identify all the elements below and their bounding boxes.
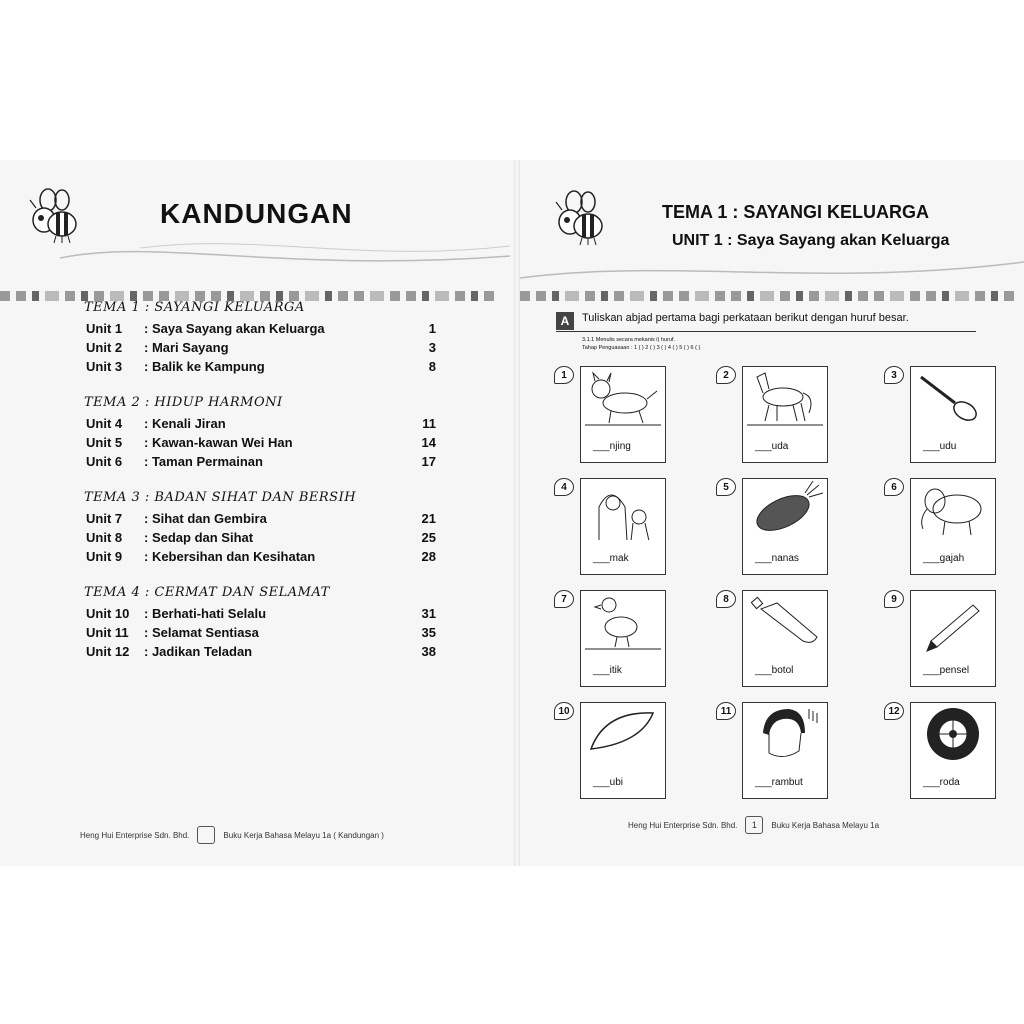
page-number: 21 (421, 511, 436, 526)
left-page (0, 160, 514, 866)
tema-block (86, 300, 436, 376)
word-blank: ___botol (755, 665, 794, 676)
duck-icon (581, 591, 665, 653)
right-footer (628, 816, 879, 834)
unit-number: Unit 7 (86, 511, 123, 526)
answer-box[interactable] (910, 764, 996, 799)
toc-row (86, 319, 436, 338)
tema-heading: TEMA 3 : BADAN SIHAT DAN BERSIH (84, 490, 357, 505)
footer-publisher: Heng Hui Enterprise Sdn. Bhd. (80, 830, 190, 840)
unit-title: : Mari Sayang (144, 340, 229, 355)
exercise-item (891, 590, 1020, 690)
book-spread (0, 160, 1024, 866)
mother-icon (581, 479, 665, 541)
answer-box[interactable] (742, 428, 828, 463)
unit-title: : Jadikan Teladan (144, 644, 253, 659)
word-blank: ___ubi (593, 777, 624, 788)
item-number: 9 (884, 590, 904, 608)
word-blank: ___nanas (755, 553, 799, 564)
word-blank: ___uda (755, 441, 789, 452)
tema-block (86, 585, 436, 661)
item-number: 12 (884, 702, 904, 720)
page-number: 35 (421, 625, 436, 640)
tema-title: TEMA 1 : SAYANGI KELUARGA (662, 202, 930, 222)
exercise-item (561, 590, 690, 690)
footer-book: Buku Kerja Bahasa Melayu 1a (771, 820, 880, 830)
exercise-item (891, 478, 1020, 578)
page-number: 8 (428, 359, 436, 374)
footer-publisher: Heng Hui Enterprise Sdn. Bhd. (628, 820, 738, 830)
tema-block (86, 490, 436, 566)
hair-icon (743, 703, 827, 765)
unit-title: : Berhati-hati Selalu (144, 606, 267, 621)
item-picture (910, 366, 996, 430)
footer-book: Buku Kerja Bahasa Melayu 1a ( Kandungan ) (223, 830, 384, 840)
answer-box[interactable] (580, 540, 666, 575)
unit-title: : Taman Permainan (144, 454, 263, 469)
decorative-strip (520, 288, 1024, 302)
item-picture (910, 590, 996, 654)
bee-icon (26, 188, 82, 244)
page-number: 3 (428, 340, 436, 355)
answer-box[interactable] (580, 652, 666, 687)
answer-box[interactable] (910, 428, 996, 463)
unit-title: : Sedap dan Sihat (144, 530, 254, 545)
item-number: 2 (716, 366, 736, 384)
toc-row (86, 509, 436, 528)
decorative-wave (60, 238, 510, 278)
tema-heading: TEMA 1 : SAYANGI KELUARGA (84, 300, 305, 315)
answer-box[interactable] (742, 652, 828, 687)
toc-row (86, 357, 436, 376)
right-page (520, 160, 1024, 866)
divider (556, 331, 976, 332)
item-picture (910, 702, 996, 766)
word-blank: ___gajah (923, 553, 965, 564)
item-picture (580, 366, 666, 430)
pineapple-icon (743, 479, 827, 541)
answer-box[interactable] (580, 764, 666, 799)
page-title: KANDUNGAN (160, 198, 353, 229)
page-number: 14 (421, 435, 436, 450)
tema-heading: TEMA 4 : CERMAT DAN SELAMAT (84, 585, 330, 600)
tema-block (86, 395, 436, 471)
item-number: 10 (554, 702, 574, 720)
page-badge-icon (197, 826, 215, 844)
word-blank: ___roda (923, 777, 960, 788)
toc-row (86, 414, 436, 433)
item-picture (742, 366, 828, 430)
unit-number: Unit 9 (86, 549, 123, 564)
unit-number: Unit 10 (86, 606, 130, 621)
item-number: 4 (554, 478, 574, 496)
item-picture (580, 702, 666, 766)
item-number: 8 (716, 590, 736, 608)
exercise-item (561, 478, 690, 578)
item-number: 5 (716, 478, 736, 496)
toc-row (86, 547, 436, 566)
item-number: 7 (554, 590, 574, 608)
exercise-item (723, 478, 852, 578)
horse-icon (743, 367, 827, 429)
page-number: 31 (421, 606, 436, 621)
section-letter: A (556, 312, 574, 330)
page-number: 17 (421, 454, 436, 469)
item-number: 11 (716, 702, 736, 720)
toc-row (86, 338, 436, 357)
toc-row (86, 433, 436, 452)
item-number: 3 (884, 366, 904, 384)
answer-box[interactable] (910, 652, 996, 687)
page-number: 11 (422, 416, 436, 431)
word-blank: ___mak (593, 553, 629, 564)
word-blank: ___pensel (923, 665, 970, 676)
unit-title: : Kenali Jiran (144, 416, 226, 431)
unit-number: Unit 2 (86, 340, 123, 355)
answer-box[interactable] (910, 540, 996, 575)
toc-row (86, 623, 436, 642)
page-number: 25 (421, 530, 436, 545)
item-picture (580, 478, 666, 542)
unit-number: Unit 11 (86, 625, 129, 640)
item-number: 6 (884, 478, 904, 496)
exercise-item (888, 702, 1020, 802)
item-picture (742, 702, 828, 766)
unit-title: : Balik ke Kampung (144, 359, 265, 374)
word-blank: ___itik (593, 665, 622, 676)
unit-number: Unit 3 (86, 359, 123, 374)
answer-box[interactable] (580, 428, 666, 463)
dog-icon (581, 367, 665, 429)
sweet-potato-icon (581, 703, 665, 765)
exercise-item (561, 366, 690, 466)
mastery-level: Tahap Penguasaan : 1 ( ) 2 ( ) 3 ( ) 4 ( ) 5 ( ) 6 ( ) (582, 345, 701, 351)
instruction-text: Tuliskan abjad pertama bagi perkataan berikut dengan huruf besar. (582, 312, 909, 324)
page-number: 1 (428, 321, 436, 336)
tema-heading: TEMA 2 : HIDUP HARMONI (84, 395, 283, 410)
toc-row (86, 642, 436, 661)
answer-box[interactable] (742, 764, 828, 799)
word-blank: ___rambut (755, 777, 803, 788)
unit-title: : Selamat Sentiasa (144, 625, 259, 640)
unit-number: Unit 5 (86, 435, 123, 450)
unit-title: : Saya Sayang akan Keluarga (144, 321, 325, 336)
elephant-icon (911, 479, 995, 541)
page-number: 28 (421, 549, 436, 564)
table-of-contents (86, 300, 436, 680)
exercise-item (558, 702, 690, 802)
word-blank: ___njing (593, 441, 631, 452)
item-picture (742, 478, 828, 542)
unit-title: : Kawan-kawan Wei Han (144, 435, 293, 450)
unit-title: : Sihat dan Gembira (144, 511, 267, 526)
sub-standard: 3.1.1 Menulis secara mekanis i) huruf. (582, 337, 675, 343)
unit-title: UNIT 1 : Saya Sayang akan Keluarga (672, 232, 950, 249)
unit-number: Unit 8 (86, 530, 123, 545)
item-picture (742, 590, 828, 654)
bee-icon (552, 190, 608, 246)
word-blank: ___udu (923, 441, 957, 452)
left-footer (80, 826, 384, 844)
exercise-item (723, 590, 852, 690)
unit-number: Unit 6 (86, 454, 123, 469)
item-picture (580, 590, 666, 654)
unit-number: Unit 1 (86, 321, 123, 336)
footer-page-number: 1 (745, 816, 763, 834)
item-number: 1 (554, 366, 574, 384)
unit-number: Unit 4 (86, 416, 123, 431)
wheel-icon (911, 703, 995, 765)
exercise-item (720, 702, 852, 802)
unit-title: : Kebersihan dan Kesihatan (144, 549, 316, 564)
page-number: 38 (421, 644, 436, 659)
spoon-icon (911, 367, 995, 429)
answer-box[interactable] (742, 540, 828, 575)
toc-row (86, 452, 436, 471)
unit-number: Unit 12 (86, 644, 130, 659)
decorative-wave (520, 248, 1024, 288)
exercise-item (891, 366, 1020, 466)
bottle-icon (743, 591, 827, 653)
toc-row (86, 604, 436, 623)
toc-row (86, 528, 436, 547)
pencil-icon (911, 591, 995, 653)
exercise-item (723, 366, 852, 466)
item-picture (910, 478, 996, 542)
